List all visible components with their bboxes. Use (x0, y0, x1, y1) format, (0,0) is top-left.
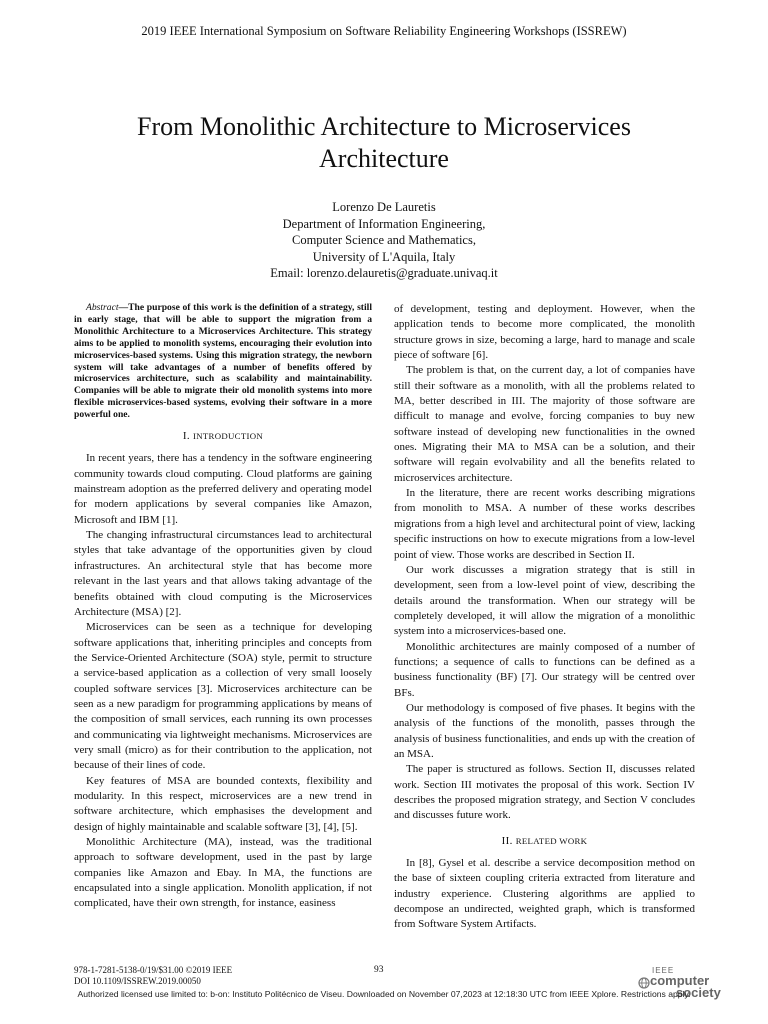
section-number: II. (501, 834, 513, 847)
copyright-footer (74, 965, 232, 986)
section-heading-related-work (394, 834, 695, 849)
paragraph: Our methodology is composed of five phases. It begins with the analysis of the functions of the monolith, passes through the analysis of business functionalities, and ends up with the creation of an MSA. (394, 701, 695, 760)
author-dept: Department of Information Engineering, (282, 216, 486, 231)
title-line-1: From Monolithic Architecture to Microservices (137, 112, 631, 141)
author-email: Email: lorenzo.delauretis@graduate.univaq.it (270, 266, 498, 281)
logo-society-text: society (676, 985, 721, 1000)
abstract (74, 302, 372, 421)
authorized-use-notice: Authorized licensed use limited to: b-on: Instituto Politécnico de Viseu. Downloaded on November 07,2023 at 12:18:30 UTC from IEEE Xplore. Restrictions apply. (77, 989, 691, 999)
isbn-line: 978-1-7281-5138-0/19/$31.00 ©2019 IEEE (74, 965, 233, 975)
paragraph: The problem is that, on the current day, a lot of companies have still their software as a monolith, with all the problems related to MA, better described in III. The majority of those software are difficult to manage and evolve, forcing companies to buy new software instead of developing new functionalities in the owned ones. Migrating their MA to MSA can be a solution, and their software will regain evolvability and all the benefits related to microservices architecture. (394, 364, 695, 484)
author-university: University of L'Aquila, Italy (312, 249, 456, 264)
section-number: I. (182, 430, 190, 443)
abstract-label: Abstract (86, 302, 119, 313)
author-name: Lorenzo De Lauretis (332, 200, 436, 214)
logo-ieee-text: IEEE (652, 966, 675, 975)
title-line-2: Architecture (319, 144, 449, 173)
left-column (74, 302, 372, 912)
paragraph: of development, testing and deployment. However, when the application tends to become more complicated, the monolith structure grows in size, becoming a large, hard to manage and scale piece of software [6]. (394, 303, 695, 362)
paper-title (60, 111, 708, 175)
paragraph: Key features of MSA are bounded contexts, flexibility and modularity. In this respect, microservices are a new trend in software architecture, which emphasises the development and design of highly maintainable and scalable software [3], [4], [5]. (74, 774, 372, 833)
abstract-text: —The purpose of this work is the definition of a strategy, still in early stage, that will be able to support the migration from a Monolithic Architecture to a Microservices Architecture. This strategy aims to be applied to monolith systems, encouraging their evolution into microservices-based systems. Using this migration strategy, the newborn system will take advantages of a number of benefits offered by microservices architecture, such as scalability and maintainability. Companies will be able to migrate their old monolith systems into more flexible microservices-based systems, evolving their software in a more powerful one. (74, 302, 372, 421)
paragraph: The changing infrastructural circumstances lead to architectural styles that take advantage of the opportunities given by cloud infrastructures. An architectural style that has become more relevant in the last years and that allows taking advantage of the benefits obtained with cloud computing is the Microservices Architecture (MSA) [2]. (74, 529, 372, 618)
paragraph: In recent years, there has a tendency in the software engineering community towards cloud computing. Cloud platforms are gaining mainstream adoption as the preferred delivery and operating model for modern applications by several companies like Amazon, Microsoft and IBM [1]. (74, 452, 372, 526)
paragraph: Our work discusses a migration strategy that is still in development, seen from a low-level point of view, describing the details around the transformation. When our strategy will be completely developed, it will allow the migration of a monolithic system into a microservices-based one. (394, 563, 695, 638)
author-block (0, 199, 768, 282)
conference-header: 2019 IEEE International Symposium on Software Reliability Engineering Workshops (ISSREW) (141, 24, 627, 38)
paragraph: Monolithic architectures are mainly composed of a number of functions; a sequence of calls to functions can be defined as a business functionality (BF) [7]. Our strategy will be centred over BFs. (394, 640, 695, 699)
doi-line: DOI 10.1109/ISSREW.2019.00050 (74, 975, 201, 986)
paragraph: Monolithic Architecture (MA), instead, was the traditional approach to software development, used in the past by large companies like Amazon and Ebay. In MA, the functions are encapsulated into a single application. Monolith application, if not complicated, have their own strength, for instance, easiness (74, 836, 372, 910)
section-title: RELATED WORK (515, 835, 588, 846)
paragraph: In the literature, there are recent works describing migrations from monolith to MSA. A number of these works describes migrations from a high level and architectural point of view, lacking specific instructions on how to execute migrations from a low-level point of view. Those works are described in Section II. (394, 487, 695, 561)
right-column (394, 302, 695, 933)
section-title: INTRODUCTION (193, 431, 264, 442)
section-heading-introduction (74, 429, 372, 444)
paragraph: The paper is structured as follows. Section II, discusses related work. Section III motivates the proposal of this work. Section IV describes the proposed migration strategy, and Section V concludes and discusses future work. (394, 763, 695, 822)
logo-computer-text: computer (650, 973, 710, 988)
paragraph: In [8], Gysel et al. describe a service decomposition method on the base of sixteen coupling criteria extracted from literature and industry experience. Clustering algorithms are applied to decompose an undirected, weighted graph, which is transformed from Software System Artifacts. (394, 857, 695, 931)
author-dept-2: Computer Science and Mathematics, (292, 233, 476, 248)
page-number: 93 (374, 965, 384, 975)
paragraph: Microservices can be seen as a technique for developing software applications that, inheriting principles and concepts from the Service-Oriented Architecture (SOA) style, permit to structure a service-based application as a collection of very small loosely coupled software services [3]. Microservices architecture can be seen as a new paradigm for programming applications by means of the composition of small services, each running its own processes and communicating via lightweight mechanisms. Microservices are very small (micro) as for their contribution to the application, not because of their lines of code. (74, 621, 372, 772)
globe-icon (638, 977, 650, 989)
